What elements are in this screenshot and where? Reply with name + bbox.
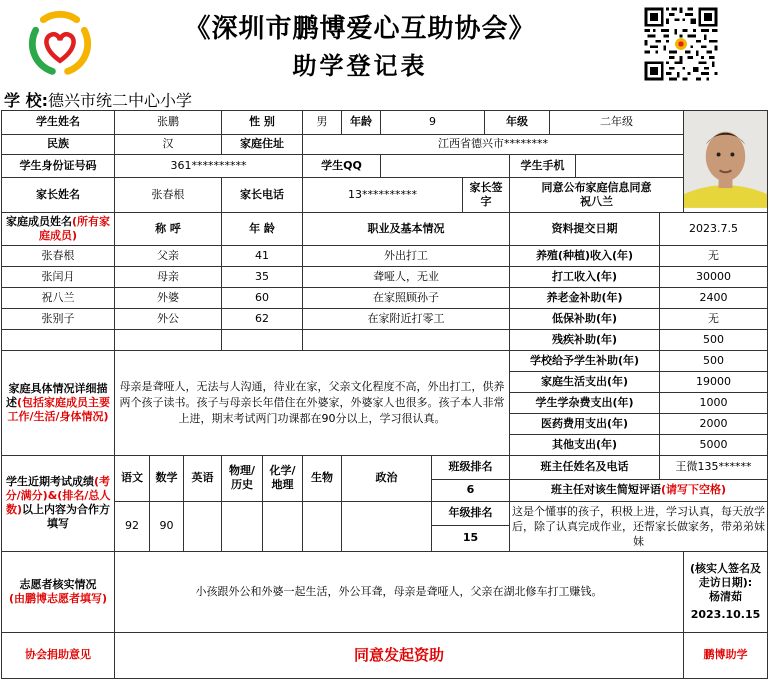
grade-rank-label: 年级排名 bbox=[432, 501, 510, 525]
volunteer-label-note: (由鹏博志愿者填写) bbox=[8, 591, 108, 605]
member-age: 35 bbox=[222, 266, 303, 287]
volunteer-sign-name: 杨清茹 bbox=[709, 589, 742, 603]
volunteer-sign bbox=[684, 551, 768, 632]
finance-label: 学校给予学生补助(年) bbox=[510, 350, 660, 371]
finance-label: 打工收入(年) bbox=[510, 266, 660, 287]
finance-value: 5000 bbox=[660, 434, 768, 455]
grade-value: 二年级 bbox=[550, 111, 684, 135]
comment-label-main: 班主任对该生简短评语 bbox=[550, 483, 661, 497]
member-name: 张春根 bbox=[2, 245, 115, 266]
finance-label: 医药费用支出(年) bbox=[510, 413, 660, 434]
members-header-label: 家庭成员姓名 bbox=[5, 214, 72, 228]
subject-header: 语文 bbox=[115, 455, 150, 501]
score-value bbox=[303, 501, 342, 551]
finance-label: 残疾补助(年) bbox=[510, 329, 660, 350]
finance-label: 养殖(种植)收入(年) bbox=[510, 245, 660, 266]
teacher-value: 王微135****** bbox=[660, 455, 768, 479]
parent-name-label: 家长姓名 bbox=[2, 177, 115, 212]
footer-center: 同意发起资助 bbox=[115, 632, 684, 678]
member-age bbox=[222, 329, 303, 350]
finance-value: 2400 bbox=[660, 287, 768, 308]
member-relation: 母亲 bbox=[115, 266, 222, 287]
finance-value: 500 bbox=[660, 329, 768, 350]
member-relation bbox=[115, 329, 222, 350]
score-value bbox=[184, 501, 222, 551]
finance-value: 30000 bbox=[660, 266, 768, 287]
footer-right: 鹏博助学 bbox=[684, 632, 768, 678]
family-detail-label-main: 家庭具体情况详细描述 bbox=[5, 381, 108, 409]
header bbox=[0, 0, 728, 88]
comment-label bbox=[510, 479, 768, 501]
subject-header: 英语 bbox=[184, 455, 222, 501]
finance-value: 19000 bbox=[660, 371, 768, 392]
form-title: 《深圳市鹏博爱心互助协会》 bbox=[184, 14, 536, 44]
score-value: 90 bbox=[150, 501, 184, 551]
volunteer-sign-date: 2023.10.15 bbox=[690, 607, 761, 621]
gender-value: 男 bbox=[303, 111, 342, 135]
member-name bbox=[2, 329, 115, 350]
finance-value: 无 bbox=[660, 308, 768, 329]
phone-label: 学生手机 bbox=[510, 155, 576, 178]
parent-name: 张春根 bbox=[115, 177, 222, 212]
parent-sign-label: 家长签字 bbox=[463, 177, 510, 212]
submit-date-label: 资料提交日期 bbox=[510, 212, 660, 245]
parent-phone: 13********** bbox=[303, 177, 463, 212]
heart-logo-icon bbox=[22, 6, 98, 82]
member-job: 在家照顾孙子 bbox=[303, 287, 510, 308]
age-value: 9 bbox=[381, 111, 485, 135]
form-subtitle: 助学登记表 bbox=[292, 51, 428, 80]
teacher-label: 班主任姓名及电话 bbox=[510, 455, 660, 479]
score-value bbox=[342, 501, 432, 551]
student-photo-icon bbox=[684, 111, 767, 208]
scores-label-partner: 以上内容为合作方填写 bbox=[22, 503, 111, 531]
address-label: 家庭住址 bbox=[222, 134, 303, 155]
finance-label: 家庭生活支出(年) bbox=[510, 371, 660, 392]
scores-label-main: 学生近期考试成绩 bbox=[5, 475, 94, 489]
grade-rank: 15 bbox=[432, 525, 510, 551]
finance-label: 养老金补助(年) bbox=[510, 287, 660, 308]
qq-value bbox=[381, 155, 510, 178]
ethnicity-value: 汉 bbox=[115, 134, 222, 155]
subject-header: 政治 bbox=[342, 455, 432, 501]
member-relation: 外公 bbox=[115, 308, 222, 329]
member-age: 41 bbox=[222, 245, 303, 266]
school-label: 学 校: bbox=[4, 91, 48, 110]
job-header: 职业及基本情况 bbox=[303, 212, 510, 245]
school-name: 德兴市统二中心小学 bbox=[47, 91, 192, 110]
subject-header: 物理/历史 bbox=[222, 455, 263, 501]
subject-header: 生物 bbox=[303, 455, 342, 501]
finance-label: 学生学杂费支出(年) bbox=[510, 392, 660, 413]
submit-date: 2023.7.5 bbox=[660, 212, 768, 245]
member-job bbox=[303, 329, 510, 350]
footer-left: 协会捐助意见 bbox=[2, 632, 115, 678]
student-name-label: 学生姓名 bbox=[2, 111, 115, 135]
score-value bbox=[222, 501, 263, 551]
phone-value bbox=[576, 155, 684, 178]
consent-cell bbox=[510, 177, 684, 212]
member-name: 张闰月 bbox=[2, 266, 115, 287]
member-age: 60 bbox=[222, 287, 303, 308]
parent-phone-label: 家长电话 bbox=[222, 177, 303, 212]
family-detail-label bbox=[2, 350, 115, 455]
finance-label: 其他支出(年) bbox=[510, 434, 660, 455]
finance-label: 低保补助(年) bbox=[510, 308, 660, 329]
finance-value: 500 bbox=[660, 350, 768, 371]
member-job: 聋哑人，无业 bbox=[303, 266, 510, 287]
consent-label: 同意公布家庭信息同意 bbox=[541, 180, 652, 194]
consent-name: 祝八兰 bbox=[580, 194, 613, 208]
comment-label-note: (请写下空格) bbox=[660, 483, 727, 497]
qr-code-icon bbox=[642, 5, 720, 83]
gender-label: 性 别 bbox=[222, 111, 303, 135]
subject-header: 数学 bbox=[150, 455, 184, 501]
teacher-comment: 这是个懂事的孩子，积极上进，学习认真，每天放学后，除了认真完成作业，还帮家长做家务，带弟弟妹妹 bbox=[510, 501, 768, 551]
finance-value: 无 bbox=[660, 245, 768, 266]
score-value: 92 bbox=[115, 501, 150, 551]
member-age-header: 年 龄 bbox=[222, 212, 303, 245]
scores-label-note: (考分/满分)&(排名/总人数) bbox=[5, 475, 111, 517]
member-relation: 父亲 bbox=[115, 245, 222, 266]
members-header bbox=[2, 212, 115, 245]
age-label: 年龄 bbox=[342, 111, 381, 135]
member-name: 祝八兰 bbox=[2, 287, 115, 308]
member-age: 62 bbox=[222, 308, 303, 329]
subject-header: 化学/地理 bbox=[263, 455, 303, 501]
family-detail-text: 母亲是聋哑人，无法与人沟通，待业在家，父亲文化程度不高，外出打工，供养两个孩子读书。孩子与母亲长年借住在外婆家，外婆家人也很多。孩子本人非常上进，期末考试两门功课都在90分以上，学习很认真。 bbox=[115, 350, 510, 455]
relation-header: 称 呼 bbox=[115, 212, 222, 245]
scores-label bbox=[2, 455, 115, 551]
member-job: 外出打工 bbox=[303, 245, 510, 266]
registration-form bbox=[1, 110, 768, 679]
ethnicity-label: 民族 bbox=[2, 134, 115, 155]
id-value: 361********** bbox=[115, 155, 303, 178]
family-detail-label-note: (包括家庭成员主要工作/生活/身体情况) bbox=[7, 395, 111, 423]
id-label: 学生身份证号码 bbox=[2, 155, 115, 178]
student-photo bbox=[684, 111, 768, 213]
score-value bbox=[263, 501, 303, 551]
member-job: 在家附近打零工 bbox=[303, 308, 510, 329]
volunteer-text: 小孩跟外公和外婆一起生活，外公耳聋，母亲是聋哑人，父亲在湖北修车打工赚钱。 bbox=[115, 551, 684, 632]
qq-label: 学生QQ bbox=[303, 155, 381, 178]
volunteer-label-main: 志愿者核实情况 bbox=[19, 577, 97, 591]
class-rank: 6 bbox=[432, 479, 510, 501]
finance-value: 2000 bbox=[660, 413, 768, 434]
address-value: 江西省德兴市******** bbox=[303, 134, 684, 155]
student-name: 张鹏 bbox=[115, 111, 222, 135]
class-rank-label: 班级排名 bbox=[432, 455, 510, 479]
grade-label: 年级 bbox=[485, 111, 550, 135]
volunteer-sign-label: (核实人签名及走访日期): bbox=[689, 561, 762, 589]
member-name: 张别子 bbox=[2, 308, 115, 329]
members-header-note: (所有家庭成员) bbox=[38, 214, 111, 242]
finance-value: 1000 bbox=[660, 392, 768, 413]
member-relation: 外婆 bbox=[115, 287, 222, 308]
school-line bbox=[4, 88, 192, 111]
volunteer-label bbox=[2, 551, 115, 632]
